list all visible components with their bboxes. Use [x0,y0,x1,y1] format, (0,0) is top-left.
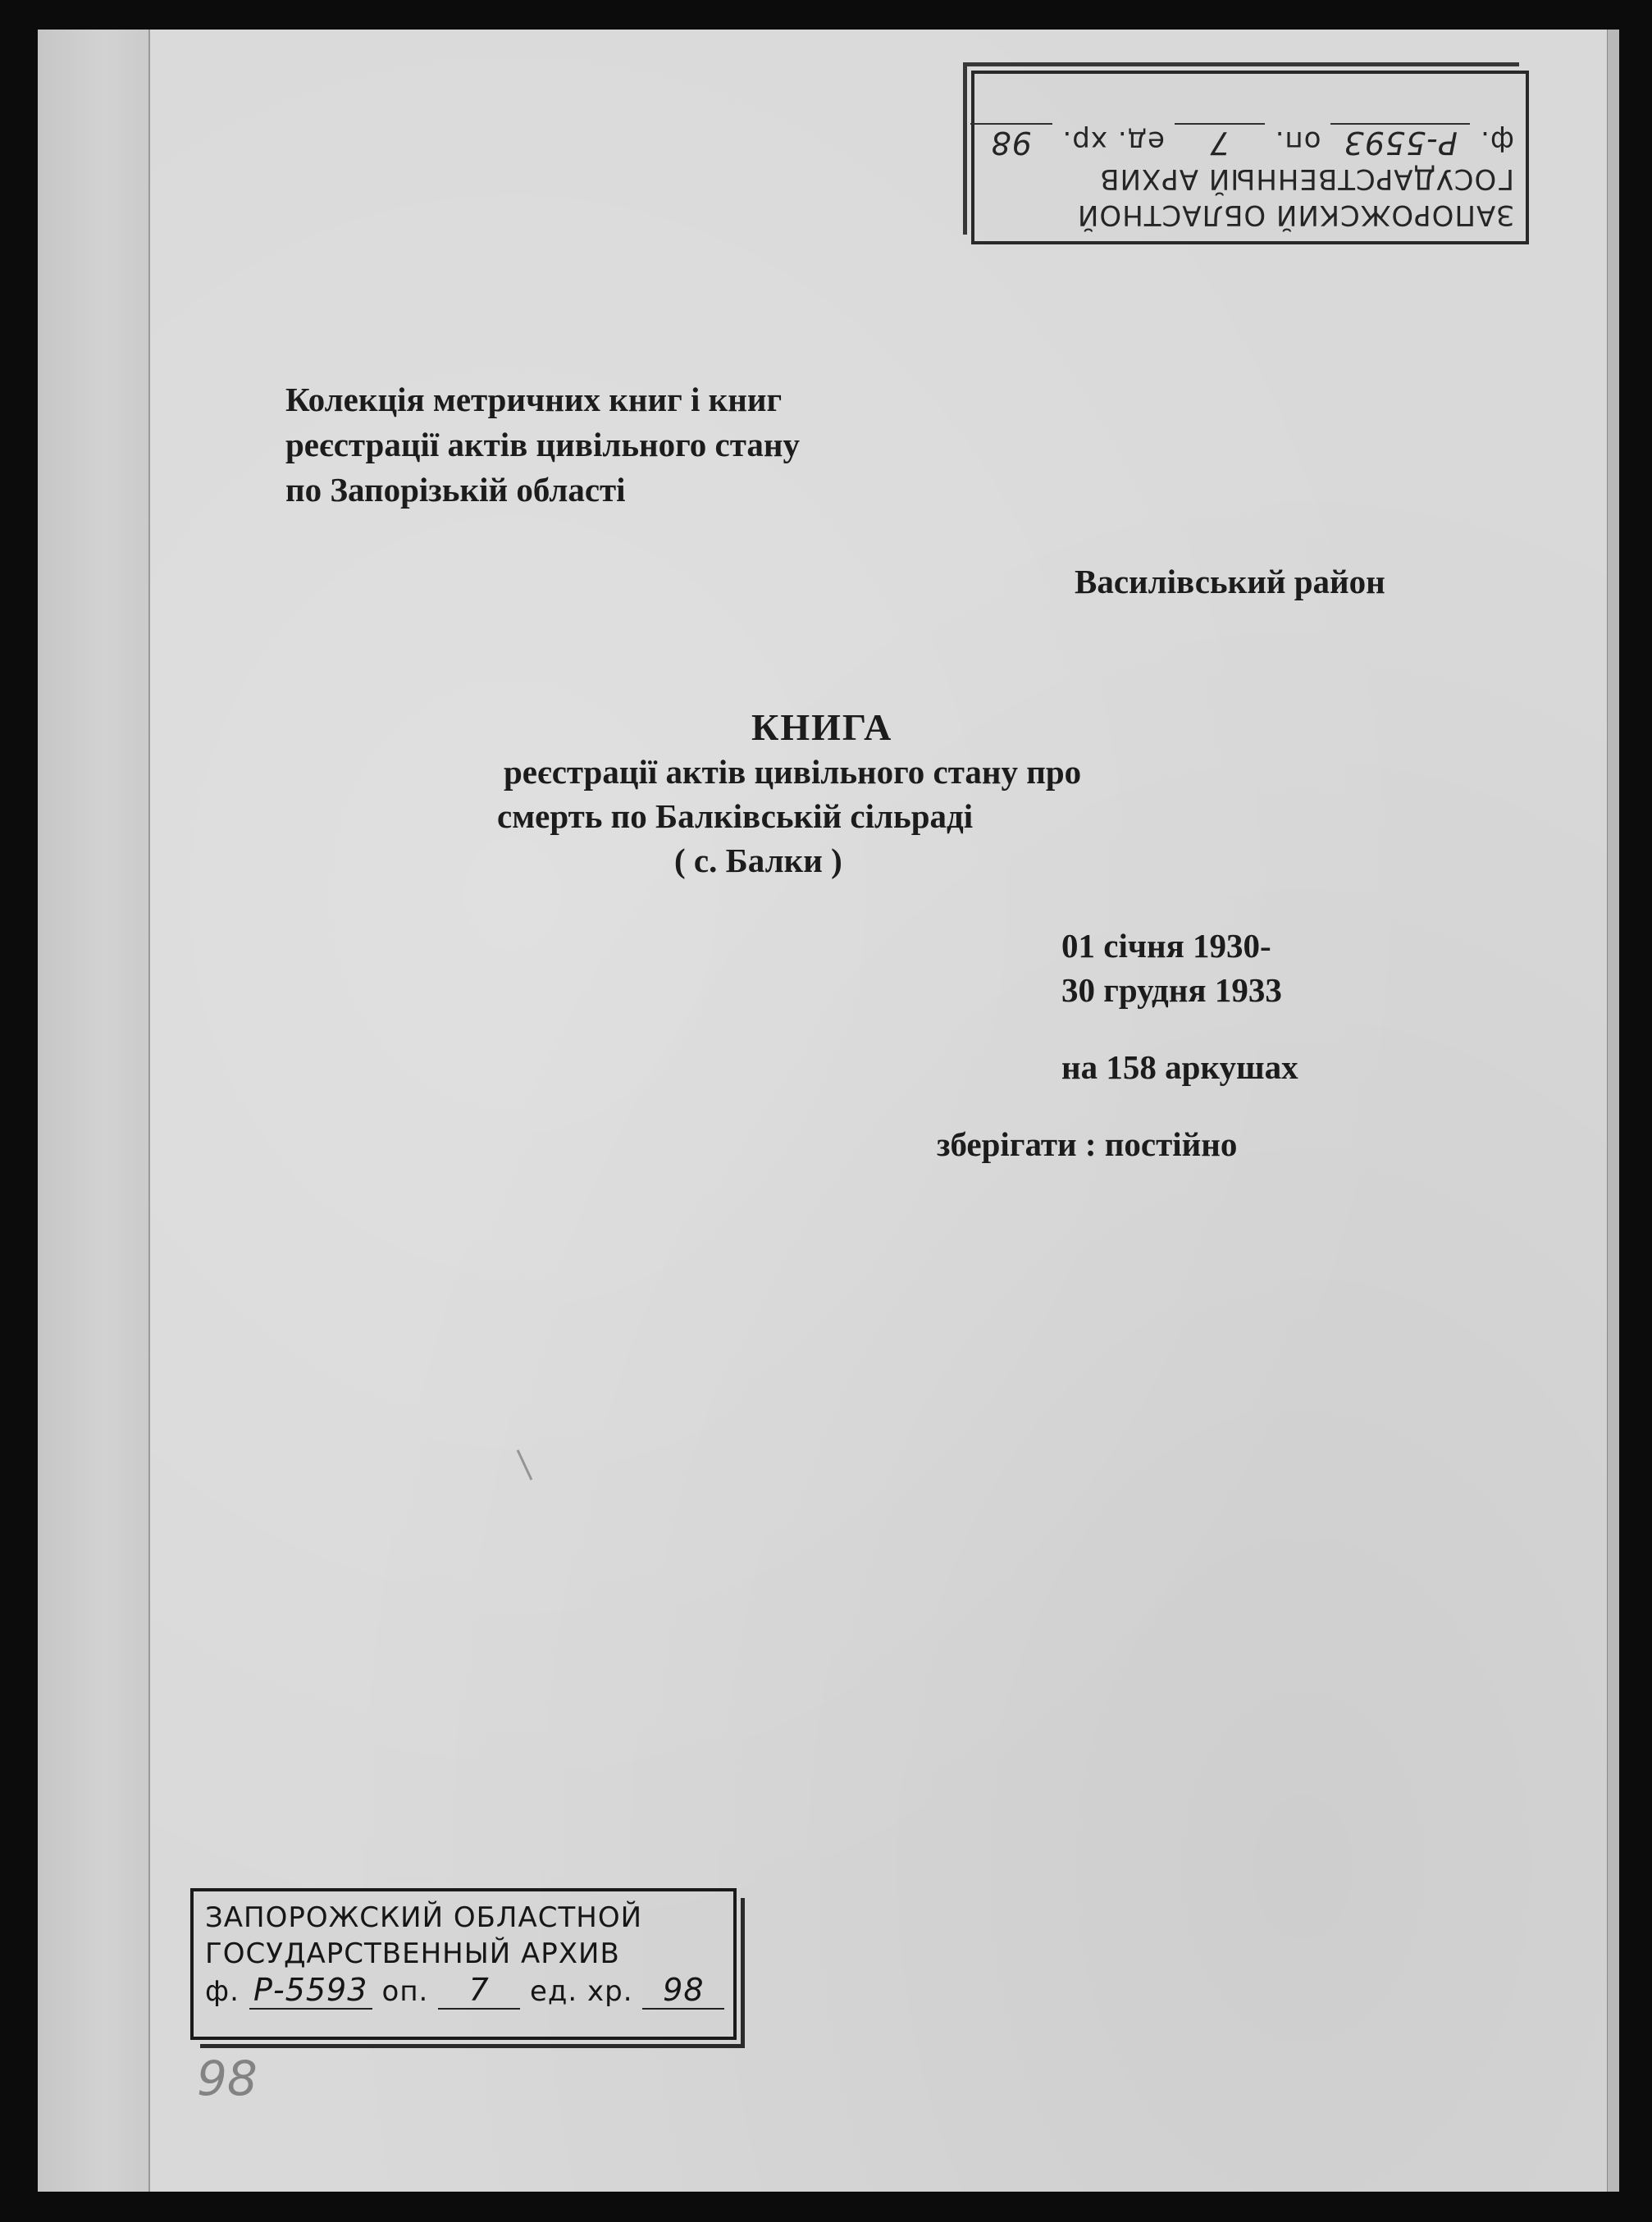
stamp-top-opis-value: 7 [1175,123,1265,161]
stamp-top-fond-label: ф. [1480,125,1514,157]
stamp-bottom-opis-label: оп. [381,1975,429,2008]
document-page [38,30,1619,2192]
district-name: Василівський район [1075,563,1385,600]
archive-stamp-top [971,71,1529,244]
stamp-bottom-line-2: ГОСУДАРСТВЕННЫЙ АРХИВ [205,1937,620,1970]
binding-strip [38,30,150,2192]
handwritten-mark: 98 [197,2051,258,2106]
book-line-3: ( с. Балки ) [674,842,842,879]
stamp-top-line-2: ГОСУДАРСТВЕННЫЙ АРХИВ [1099,162,1514,195]
ink-speck [517,1449,533,1481]
stamp-top-line-1: ЗАПОРОЖСКИЙ ОБЛАСТНОЙ [1076,198,1514,231]
retention-note: зберігати : постійно [937,1125,1238,1163]
stamp-bottom-reference [205,1972,722,2010]
book-title: КНИГА [751,706,893,748]
date-start: 01 січня 1930- [1061,927,1271,965]
sheet-count: на 158 аркушах [1061,1048,1298,1086]
collection-line-2: реєстрації актів цивільного стану [285,426,800,463]
stamp-bottom-line-1: ЗАПОРОЖСКИЙ ОБЛАСТНОЙ [205,1901,643,1934]
stamp-top-unit-value: 98 [970,123,1052,161]
archive-stamp-bottom [190,1888,737,2040]
book-line-1: реєстрації актів цивільного стану про [504,753,1082,791]
stamp-bottom-fond-value: Р-5593 [249,1972,372,2010]
date-end: 30 грудня 1933 [1061,971,1282,1009]
stamp-top-opis-label: оп. [1274,125,1321,157]
collection-line-3: по Запорізькій області [285,471,626,509]
page-edge [1607,30,1619,2192]
stamp-bottom-fond-label: ф. [205,1975,240,2008]
stamp-top-unit-label: ед. хр. [1061,125,1166,157]
book-line-2: смерть по Балківській сільраді [497,797,974,835]
collection-line-1: Колекція метричних книг і книг [285,381,783,418]
stamp-bottom-unit-value: 98 [642,1972,724,2010]
stamp-top-fond-value: Р-5593 [1330,123,1470,161]
stamp-bottom-opis-value: 7 [438,1972,520,2010]
stamp-top-reference [986,123,1514,161]
stamp-bottom-unit-label: ед. хр. [529,1975,633,2008]
